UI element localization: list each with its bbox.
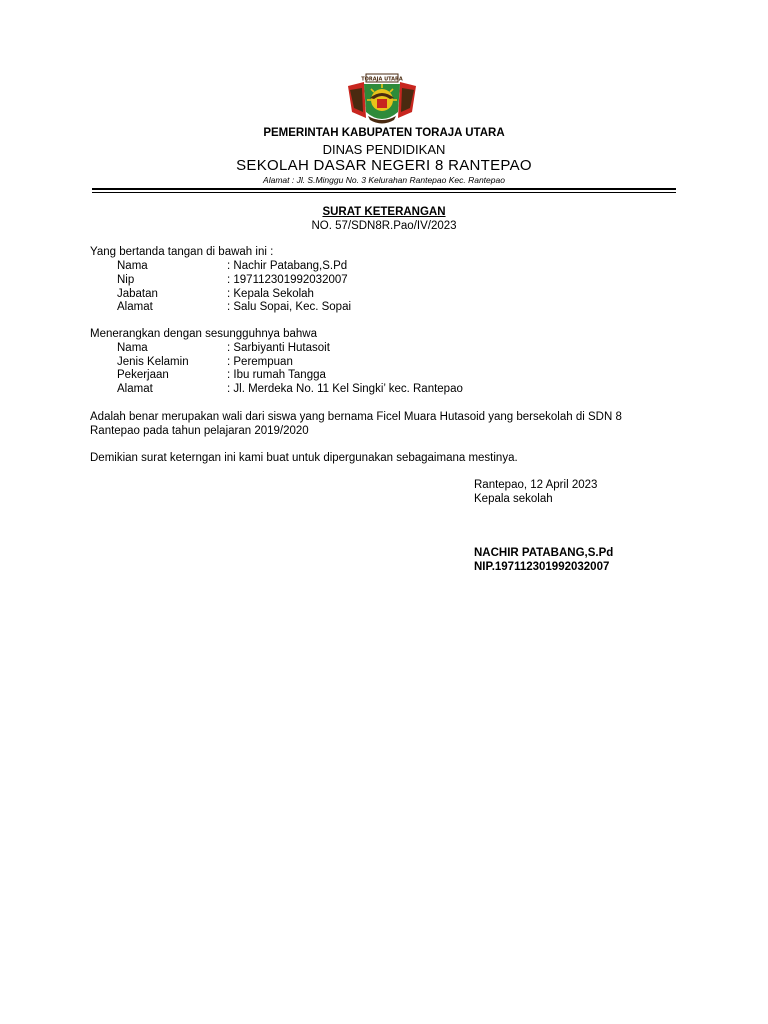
field-value: : 197112301992032007 [227, 274, 348, 286]
signer-name: NACHIR PATABANG,S.Pd [474, 547, 614, 559]
field-label: Jenis Kelamin [117, 356, 189, 368]
field-label: Nip [117, 274, 135, 286]
field-label: Nama [117, 260, 148, 272]
field-value: : Sarbiyanti Hutasoit [227, 342, 330, 354]
field-value: : Kepala Sekolah [227, 288, 314, 300]
signer-nip: NIP.197112301992032007 [474, 561, 610, 573]
letter-title: SURAT KETERANGAN [322, 206, 446, 218]
field-label: Alamat [117, 383, 153, 395]
letterhead-school: SEKOLAH DASAR NEGERI 8 RANTEPAO [236, 157, 532, 174]
field-value: : Salu Sopai, Kec. Sopai [227, 301, 352, 313]
body-line-1: Adalah benar merupakan wali dari siswa yang bernama Ficel Muara Hutasoid yang bersekolah di SDN 8 [90, 411, 622, 423]
field-label: Alamat [117, 301, 153, 313]
field-label: Jabatan [117, 288, 158, 300]
closing-statement: Demikian surat keterngan ini kami buat untuk dipergunakan sebagaimana mestinya. [90, 452, 518, 464]
body-line-2: Rantepao pada tahun pelajaran 2019/2020 [90, 425, 309, 437]
letter-number: NO. 57/SDN8R.Pao/IV/2023 [311, 220, 457, 232]
field-value: : Ibu rumah Tangga [227, 369, 326, 381]
place-date: Rantepao, 12 April 2023 [474, 479, 598, 491]
field-value: : Nachir Patabang,S.Pd [227, 260, 348, 272]
signer-intro: Yang bertanda tangan di bawah ini : [90, 246, 274, 258]
subject-intro: Menerangkan dengan sesungguhnya bahwa [90, 328, 317, 340]
toraja-utara-emblem-icon [344, 72, 420, 128]
emblem-banner-text: TORAJA UTARA [361, 76, 403, 83]
signer-position: Kepala sekolah [474, 493, 553, 505]
field-label: Pekerjaan [117, 369, 169, 381]
letterhead-government: PEMERINTAH KABUPATEN TORAJA UTARA [263, 127, 505, 139]
field-value: : Perempuan [227, 356, 293, 368]
letterhead-agency: DINAS PENDIDIKAN [322, 142, 446, 157]
letterhead-divider-thin [92, 192, 676, 193]
field-label: Nama [117, 342, 148, 354]
letterhead-address: Alamat : Jl. S.Minggu No. 3 Kelurahan Rantepao Kec. Rantepao [263, 175, 505, 185]
field-value: : Jl. Merdeka No. 11 Kel Singki’ kec. Rantepao [227, 383, 463, 395]
letterhead-divider-thick [92, 188, 676, 190]
